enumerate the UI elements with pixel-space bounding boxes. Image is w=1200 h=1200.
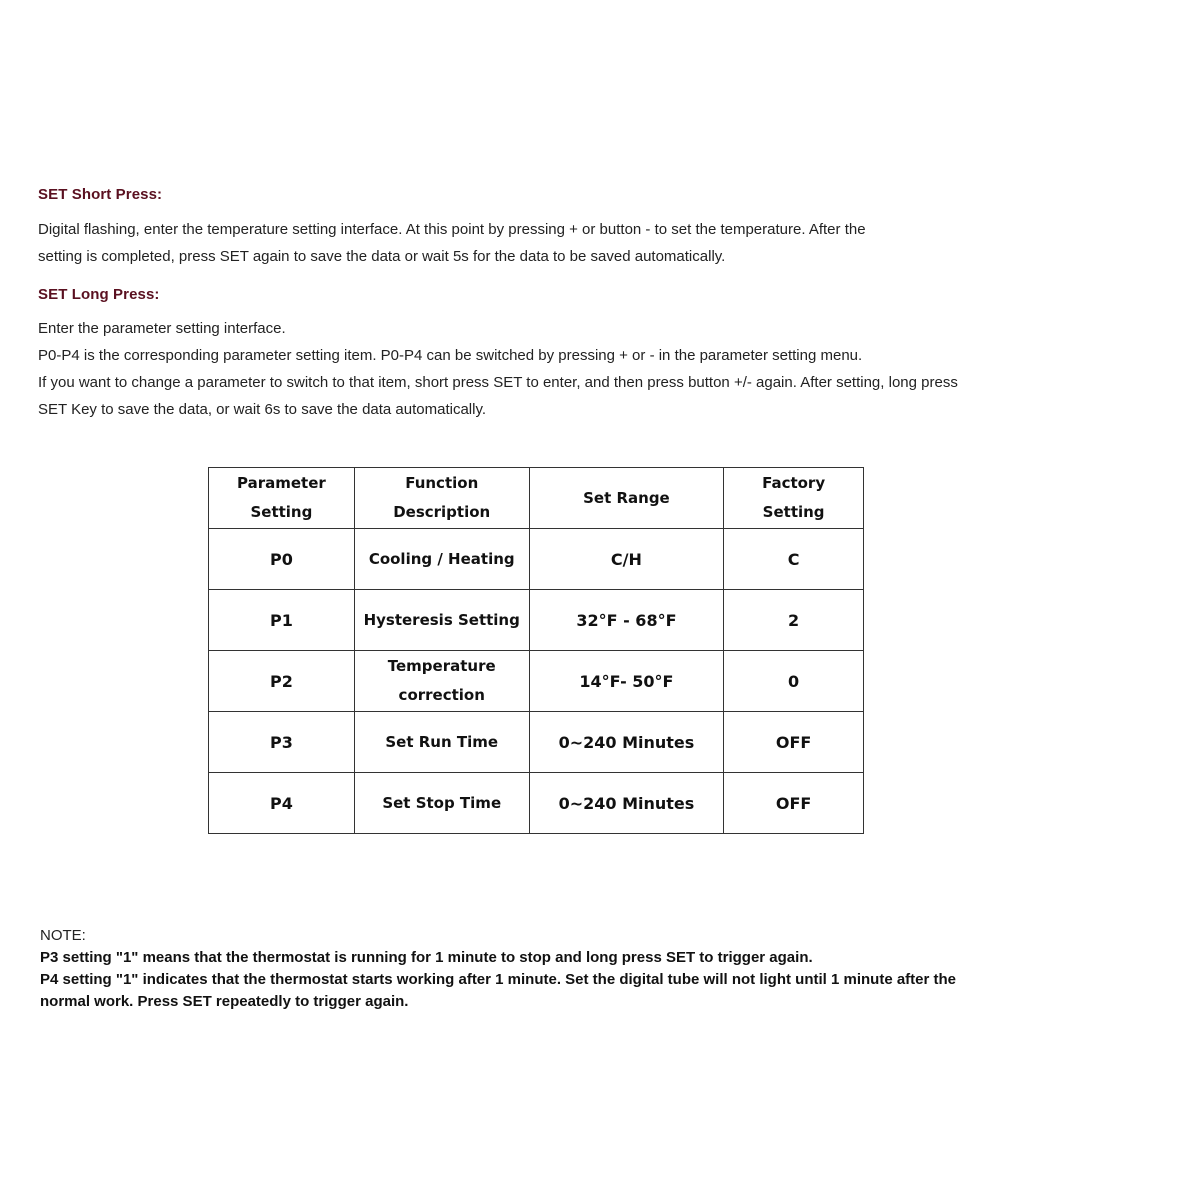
cell-range: 14°F- 50°F <box>529 651 724 712</box>
cell-factory: 0 <box>724 651 864 712</box>
cell-parameter: P2 <box>209 651 355 712</box>
table-header-row <box>209 468 864 529</box>
long-press-line: P0-P4 is the corresponding parameter setting item. P0-P4 can be switched by pressing + or - in the parameter setting menu. <box>38 347 863 364</box>
header-text: Setting <box>250 503 313 521</box>
cell-function: Cooling / Heating <box>354 529 529 590</box>
short-press-description <box>38 216 1138 270</box>
cell-factory: OFF <box>724 712 864 773</box>
long-press-line: Enter the parameter setting interface. <box>38 320 286 337</box>
long-press-title: SET Long Press: <box>38 286 160 303</box>
note-line: P3 setting "1" means that the thermostat is running for 1 minute to stop and long press SET to trigger again. <box>40 949 813 966</box>
long-press-line: SET Key to save the data, or wait 6s to save the data automatically. <box>38 401 487 418</box>
cell-factory: C <box>724 529 864 590</box>
cell-range: C/H <box>529 529 724 590</box>
note-line: P4 setting "1" indicates that the thermostat starts working after 1 minute. Set the digital tube will not light until 1 minute after the <box>40 971 957 988</box>
table-row <box>209 590 864 651</box>
cell-factory: OFF <box>724 773 864 834</box>
short-press-line: Digital flashing, enter the temperature setting interface. At this point by pressing + or button - to set the temperature. After the <box>38 221 866 238</box>
header-text: Description <box>393 503 491 521</box>
parameter-table <box>208 467 864 834</box>
cell-factory: 2 <box>724 590 864 651</box>
cell-function: Temperature correction <box>354 651 529 712</box>
header-text: Setting <box>762 503 825 521</box>
table-row <box>209 651 864 712</box>
short-press-line: setting is completed, press SET again to save the data or wait 5s for the data to be saved automatically. <box>38 248 726 265</box>
table-row <box>209 529 864 590</box>
cell-range: 0~240 Minutes <box>529 712 724 773</box>
short-press-title: SET Short Press: <box>38 186 163 203</box>
cell-parameter: P0 <box>209 529 355 590</box>
cell-range: 0~240 Minutes <box>529 773 724 834</box>
header-text: Factory <box>762 474 826 492</box>
long-press-description <box>38 315 1138 423</box>
note-section <box>40 925 1160 1013</box>
cell-range: 32°F - 68°F <box>529 590 724 651</box>
header-factory-setting <box>724 468 864 529</box>
header-parameter-setting <box>209 468 355 529</box>
table-row <box>209 712 864 773</box>
cell-function: Set Run Time <box>354 712 529 773</box>
header-function-description <box>354 468 529 529</box>
note-label: NOTE: <box>40 927 86 944</box>
table-row <box>209 773 864 834</box>
cell-parameter: P1 <box>209 590 355 651</box>
cell-function: Set Stop Time <box>354 773 529 834</box>
long-press-line: If you want to change a parameter to switch to that item, short press SET to enter, and then press button +/- again. After setting, long press <box>38 374 958 391</box>
note-line: normal work. Press SET repeatedly to trigger again. <box>40 993 409 1010</box>
cell-parameter: P3 <box>209 712 355 773</box>
header-set-range: Set Range <box>529 468 724 529</box>
header-text: Parameter <box>237 474 326 492</box>
cell-parameter: P4 <box>209 773 355 834</box>
cell-function: Hysteresis Setting <box>354 590 529 651</box>
header-text: Function <box>405 474 479 492</box>
